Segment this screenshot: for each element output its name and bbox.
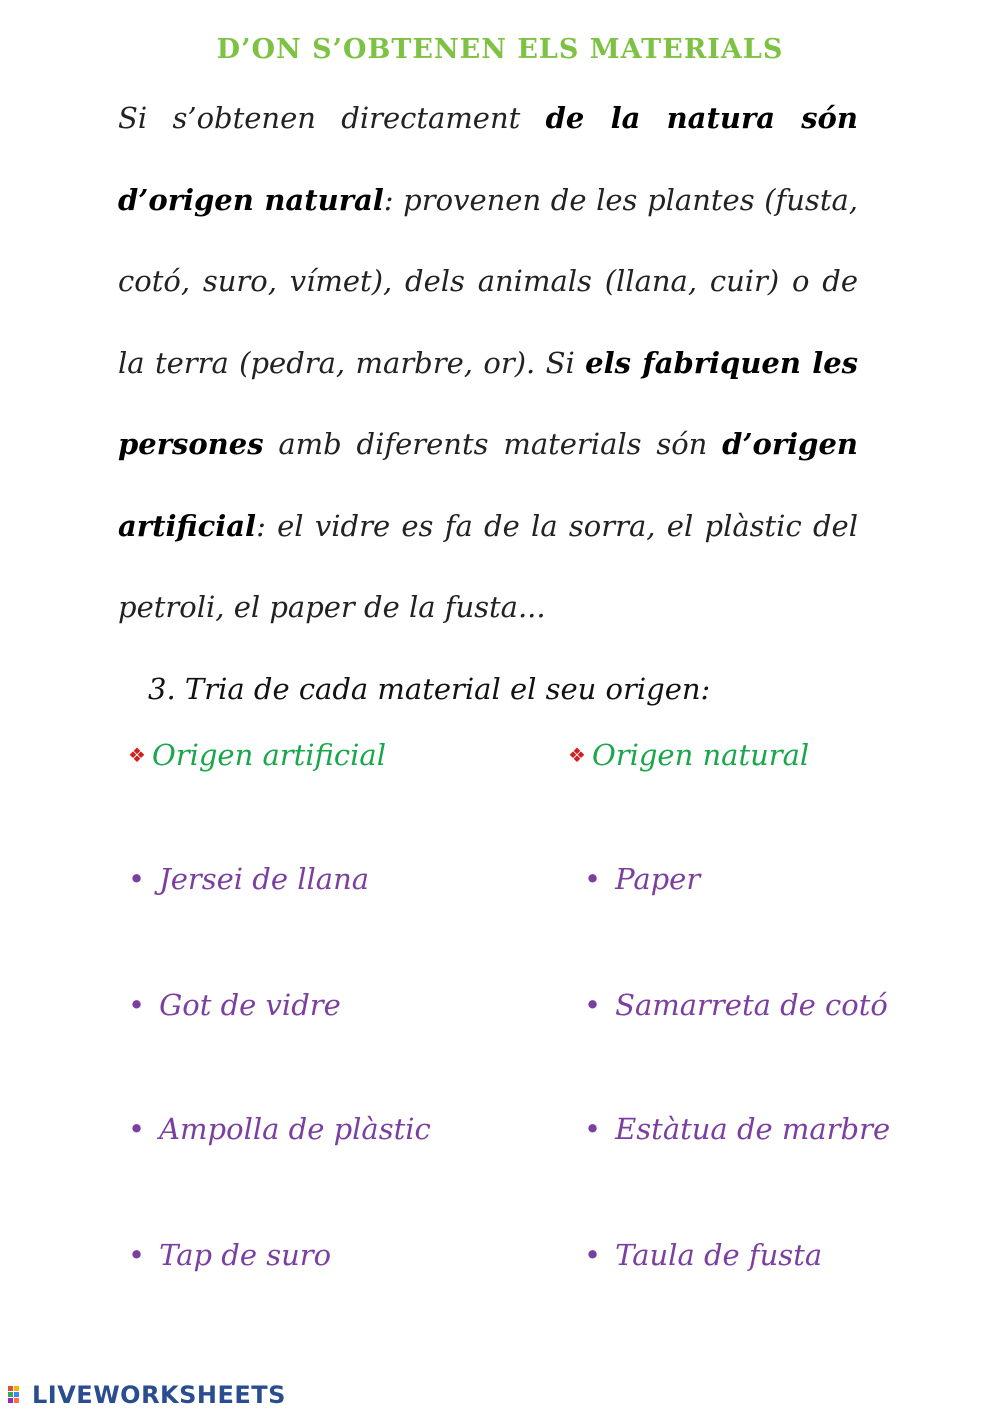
bullet-icon: •: [128, 862, 146, 896]
footer-brand[interactable]: [8, 1381, 286, 1409]
para-text-4: : el vidre es fa de la sorra, el plàstic del petroli, el paper de la fusta...: [118, 508, 858, 624]
liveworksheets-logo-icon: [8, 1384, 30, 1406]
footer-brand-label: LIVEWORKSHEETS: [32, 1381, 286, 1409]
bullet-icon: •: [128, 1112, 146, 1146]
material-item[interactable]: [128, 988, 341, 1022]
material-label: Estàtua de marbre: [615, 1112, 891, 1146]
material-item[interactable]: [128, 862, 369, 896]
para-bold-1: de la natura són d’origen natural: [118, 101, 858, 217]
material-item[interactable]: [128, 1112, 431, 1146]
para-bold-2: els fabriquen les persones: [118, 345, 859, 461]
material-item[interactable]: [128, 1238, 331, 1272]
material-label: Paper: [615, 862, 701, 896]
bullet-icon: •: [584, 1112, 602, 1146]
material-label: Samarreta de cotó: [615, 988, 888, 1022]
material-item[interactable]: [584, 862, 700, 896]
material-item[interactable]: [584, 1112, 890, 1146]
material-item[interactable]: [584, 988, 888, 1022]
heading-artificial-label: Origen artificial: [151, 738, 386, 772]
bullet-icon: •: [584, 862, 602, 896]
material-label: Ampolla de plàstic: [159, 1112, 431, 1146]
material-label: Taula de fusta: [615, 1238, 823, 1272]
bullet-icon: •: [128, 988, 146, 1022]
para-text-1: Si s’obtenen directament: [118, 101, 546, 135]
heading-natural-label: Origen natural: [591, 738, 810, 772]
diamond-icon: ❖: [128, 743, 146, 767]
heading-natural: [568, 738, 809, 772]
diamond-icon: ❖: [568, 743, 586, 767]
heading-artificial: [128, 738, 386, 772]
bullet-icon: •: [584, 988, 602, 1022]
material-label: Got de vidre: [159, 988, 341, 1022]
para-text-3: amb diferents materials són: [263, 427, 723, 461]
bullet-icon: •: [128, 1238, 146, 1272]
material-item[interactable]: [584, 1238, 822, 1272]
para-text-2: : provenen de les plantes (fusta, cotó, suro, vímet), dels animals (llana, cuir) o de la terra (pedra, marbre, or). Si: [118, 182, 858, 380]
bullet-icon: •: [584, 1238, 602, 1272]
para-bold-3: d’origen artificial: [118, 427, 858, 543]
material-label: Tap de suro: [159, 1238, 332, 1272]
page-title: D’ON S’OBTENEN ELS MATERIALS: [216, 34, 784, 65]
question-3: 3. Tria de cada material el seu origen:: [148, 672, 711, 706]
material-label: Jersei de llana: [159, 862, 370, 896]
intro-paragraph: [118, 78, 858, 649]
